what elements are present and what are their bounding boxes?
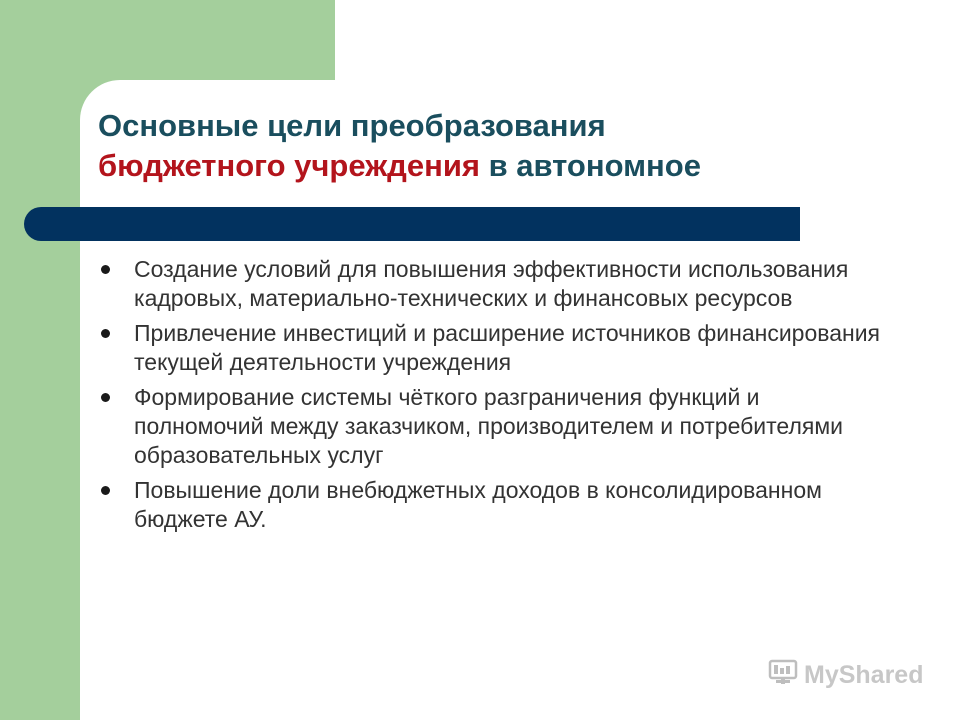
bullet-item: [98, 476, 888, 534]
bullet-text: Создание условий для повышения эффективности использования кадровых, материально-технических и финансовых ресурсов: [134, 256, 849, 311]
bullet-list: [98, 255, 888, 540]
slide-title: [98, 106, 898, 186]
title-line1: Основные цели преобразования: [98, 108, 606, 143]
title-underline-bar: [24, 207, 800, 241]
watermark-text: MyShared: [804, 661, 924, 689]
bullet-item: [98, 383, 888, 470]
bullet-text: Формирование системы чёткого разграничения функций и полномочий между заказчиком, производителем и потребителями образовательных услуг: [134, 384, 843, 468]
title-rest: в автономное: [479, 148, 701, 183]
bullet-dot-icon: [101, 486, 110, 495]
bullet-item: [98, 255, 888, 313]
presentation-screen-icon: [768, 658, 798, 693]
bullet-dot-icon: [101, 329, 110, 338]
bullet-text: Повышение доли внебюджетных доходов в консолидированном бюджете АУ.: [134, 477, 822, 532]
bullet-item: [98, 319, 888, 377]
title-accent: бюджетного учреждения: [98, 148, 480, 183]
bullet-dot-icon: [101, 265, 110, 274]
bullet-text: Привлечение инвестиций и расширение источников финансирования текущей деятельности учреждения: [134, 320, 881, 375]
myshared-watermark: [768, 658, 923, 693]
bullet-dot-icon: [101, 393, 110, 402]
